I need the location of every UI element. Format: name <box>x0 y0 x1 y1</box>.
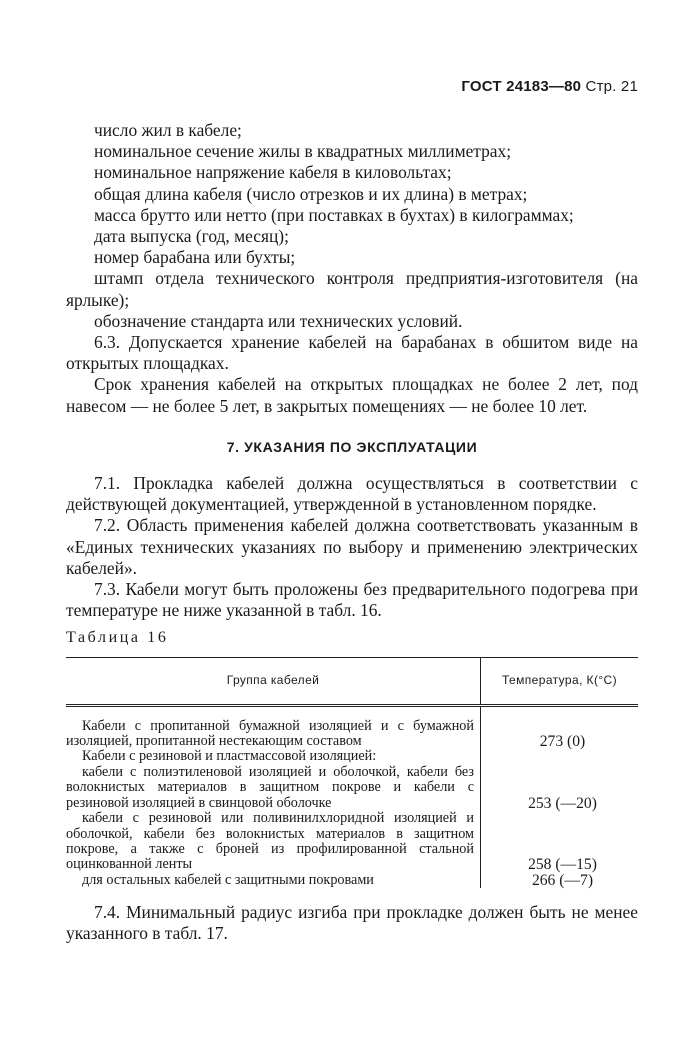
table-row <box>66 811 638 873</box>
list-item: номинальное напряжение кабеля в киловольтах; <box>94 162 452 183</box>
page-number: Стр. 21 <box>585 78 638 95</box>
list-item: дата выпуска (год, месяц); <box>94 226 289 247</box>
row-text: Кабели с пропитанной бумажной изоляцией и с бумажной изоляцией, пропитанной нестекающим составом <box>66 717 474 750</box>
row-text: Кабели с резиновой и пластмассовой изоляцией: <box>82 748 377 765</box>
storage-term-paragraph: Срок хранения кабелей на открытых площадках не более 2 лет, под навесом — не более 5 лет, в закрытых помещениях — не более 10 лет. <box>66 374 638 416</box>
column-header-temperature: Температура, К(°С) <box>481 657 639 705</box>
row-value: 258 (—15) <box>528 856 597 874</box>
row-text: кабели с резиновой или поливинилхлоридной изоляцией и оболочкой, кабели без волокнистых материалов в защитном покрове, а также с броней из профилированной стальной оцинкованной ленты <box>66 810 474 873</box>
clause-7-4: 7.4. Минимальный радиус изгиба при прокладке должен быть не менее указанного в табл. 17. <box>66 902 638 944</box>
list-item: обозначение стандарта или технических условий. <box>94 310 463 331</box>
clause-7-2: 7.2. Область применения кабелей должна соответствовать указанным в «Единых технических указаниях по выбору и применению электрических кабелей». <box>66 515 638 578</box>
page-header <box>461 78 638 95</box>
temperature-table <box>66 657 638 888</box>
list-item: масса брутто или нетто (при поставках в бухтах) в килограммах; <box>94 204 574 225</box>
list-item: общая длина кабеля (число отрезков и их длина) в метрах; <box>94 183 528 204</box>
standard-number: ГОСТ 24183—80 <box>461 78 582 95</box>
table-header-row <box>66 657 638 705</box>
row-value: 253 (—20) <box>528 794 597 812</box>
table-row <box>66 719 638 750</box>
table-row <box>66 873 638 888</box>
table-row <box>66 765 638 811</box>
list-item: штамп отдела технического контроля предприятия-изготовителя (на ярлыке); <box>66 268 638 310</box>
list-item: номинальное сечение жилы в квадратных миллиметрах; <box>94 141 512 162</box>
list-item: число жил в кабеле; <box>94 120 242 140</box>
clause-7-3: 7.3. Кабели могут быть проложены без предварительного подогрева при температуре не ниже указанной в табл. 16. <box>66 579 638 621</box>
body-text <box>66 120 638 945</box>
list-item: номер барабана или бухты; <box>94 247 296 268</box>
row-value: 266 (—7) <box>531 871 594 889</box>
row-value: 273 (0) <box>539 733 586 751</box>
section-title: 7. УКАЗАНИЯ ПО ЭКСПЛУАТАЦИИ <box>226 438 478 455</box>
column-header-cable-group: Группа кабелей <box>66 657 481 705</box>
clause-6-3: 6.3. Допускается хранение кабелей на барабанах в обшитом виде на открытых площадках. <box>66 332 638 374</box>
row-text: для остальных кабелей с защитными покровами <box>82 871 374 888</box>
row-value <box>481 749 639 764</box>
table-row <box>66 749 638 764</box>
table-caption: Таблица 16 <box>66 629 169 647</box>
row-text: кабели с полиэтиленовой изоляцией и оболочкой, кабели без волокнистых материалов в защитном покрове и кабели с резиновой изоляцией в свинцовой оболочке <box>66 763 474 811</box>
clause-7-1: 7.1. Прокладка кабелей должна осуществляться в соответствии с действующей документацией, утвержденной в установленном порядке. <box>66 473 638 515</box>
table-spacer <box>66 705 638 719</box>
